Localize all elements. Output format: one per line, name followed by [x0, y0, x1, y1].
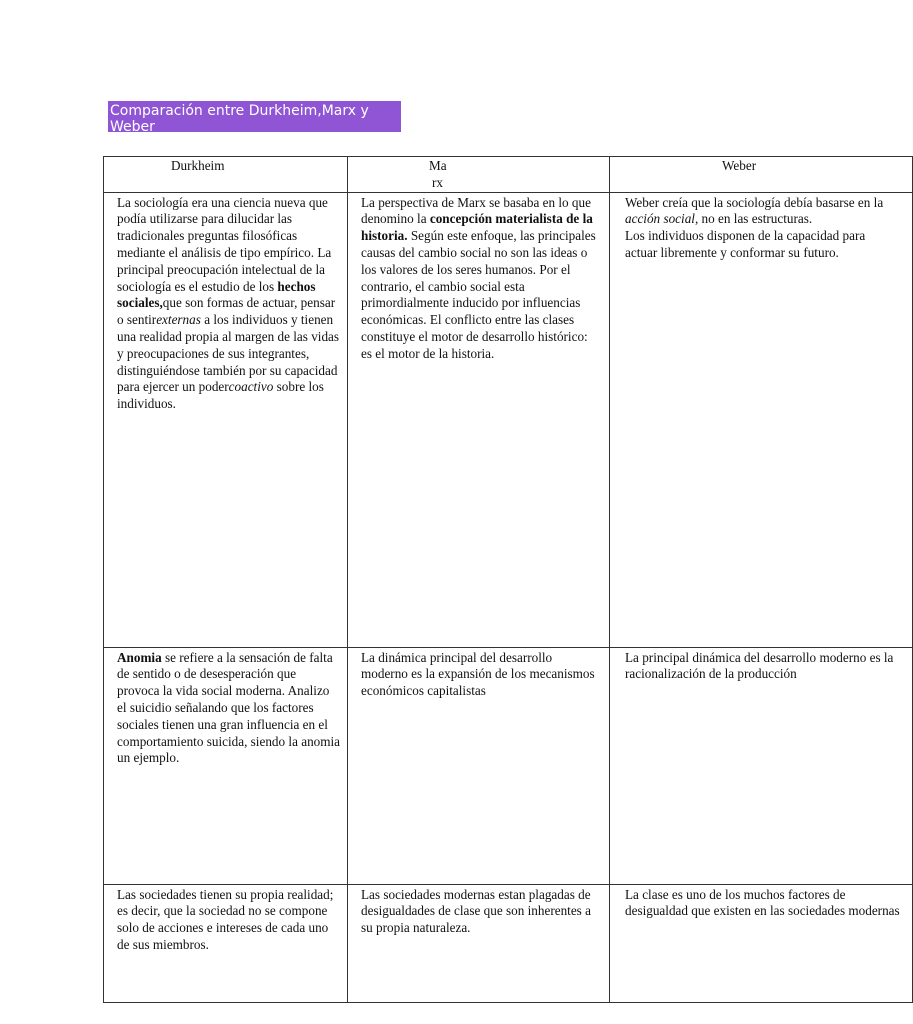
text: Los individuos disponen de la capacidad para actuar libremente y conformar su futuro.: [625, 228, 866, 260]
cell-durkheim-1: [104, 192, 348, 647]
header-marx-label-1: Ma: [429, 158, 447, 173]
cell-marx-3: [348, 884, 610, 1002]
text: La perspectiva de Marx se basaba en lo que denomino la: [361, 194, 591, 227]
table-row: [104, 884, 913, 1002]
text: que son formas de actuar, pensar o sentir: [117, 295, 336, 328]
text: Las sociedades modernas estan plagadas de desigualdades de clase que son inherentes a su propia naturaleza.: [361, 886, 591, 936]
header-marx-label-2: rx: [432, 174, 443, 190]
header-durkheim-label: Durkheim: [171, 158, 225, 173]
header-durkheim: [104, 157, 348, 193]
text: , no en las estructuras.: [694, 211, 813, 227]
table-header-row: [104, 157, 913, 193]
header-weber: [610, 157, 913, 193]
text: a los individuos y tienen una realidad propia al margen de las vidas y preocupaciones de sus integrantes, distinguiéndose también por su capacidad para ejercer un poder: [117, 312, 340, 395]
cell-marx-2: [348, 647, 610, 884]
table-row: [104, 647, 913, 884]
cell-durkheim-2: [104, 647, 348, 884]
cell-weber-1: [610, 192, 913, 647]
table-row: [104, 192, 913, 647]
text-italic: coactivo: [228, 379, 274, 395]
cell-durkheim-3: [104, 884, 348, 1002]
text: sobre los individuos.: [117, 379, 324, 412]
document-title: Comparación entre Durkheim,Marx y Weber: [108, 101, 401, 132]
text-bold: hechos sociales,: [117, 278, 316, 311]
text-italic: acción social: [625, 211, 695, 227]
header-marx: [348, 157, 610, 193]
cell-weber-2: [610, 647, 913, 884]
text: La sociología era una ciencia nueva que podía utilizarse para dilucidar las tradicionales preguntas filosóficas mediante el análisis de tipo empírico. La principal preocupación intelectual de la sociología es el estudio de los: [117, 194, 332, 294]
cell-marx-1: [348, 192, 610, 647]
text-bold: Anomia: [117, 649, 162, 665]
text-italic: externas: [156, 312, 201, 328]
text: se refiere a la sensación de falta de sentido o de desesperación que provoca la vida social moderna. Analizo el suicidio señalando que los factores sociales tienen una gran influencia en el comportamiento suicida, siendo la anomia un ejemplo.: [117, 649, 341, 766]
comparison-table: [103, 156, 913, 1003]
header-weber-label: Weber: [722, 158, 757, 173]
text: Weber creía que la sociología debía basarse en la: [625, 194, 884, 210]
text-bold: concepción materialista de la historia.: [361, 211, 593, 244]
text: La clase es uno de los muchos factores de desigualdad que existen en las sociedades modernas: [625, 886, 900, 919]
text: La dinámica principal del desarrollo moderno es la expansión de los mecanismos económicos capitalistas: [361, 649, 595, 699]
text: La principal dinámica del desarrollo moderno es la racionalización de la producción: [625, 649, 894, 682]
text: Las sociedades tienen su propia realidad; es decir, que la sociedad no se compone solo de acciones e intereses de cada uno de sus miembros.: [117, 886, 334, 952]
text: Según este enfoque, las principales causas del cambio social no son las ideas o los valores de los seres humanos. Por el contrario, el cambio social esta primordialmente inducido por influencias económicas. El conflicto entre las clases constituye el motor de desarrollo histórico: es el motor de la historia.: [361, 228, 596, 361]
cell-weber-3: [610, 884, 913, 1002]
